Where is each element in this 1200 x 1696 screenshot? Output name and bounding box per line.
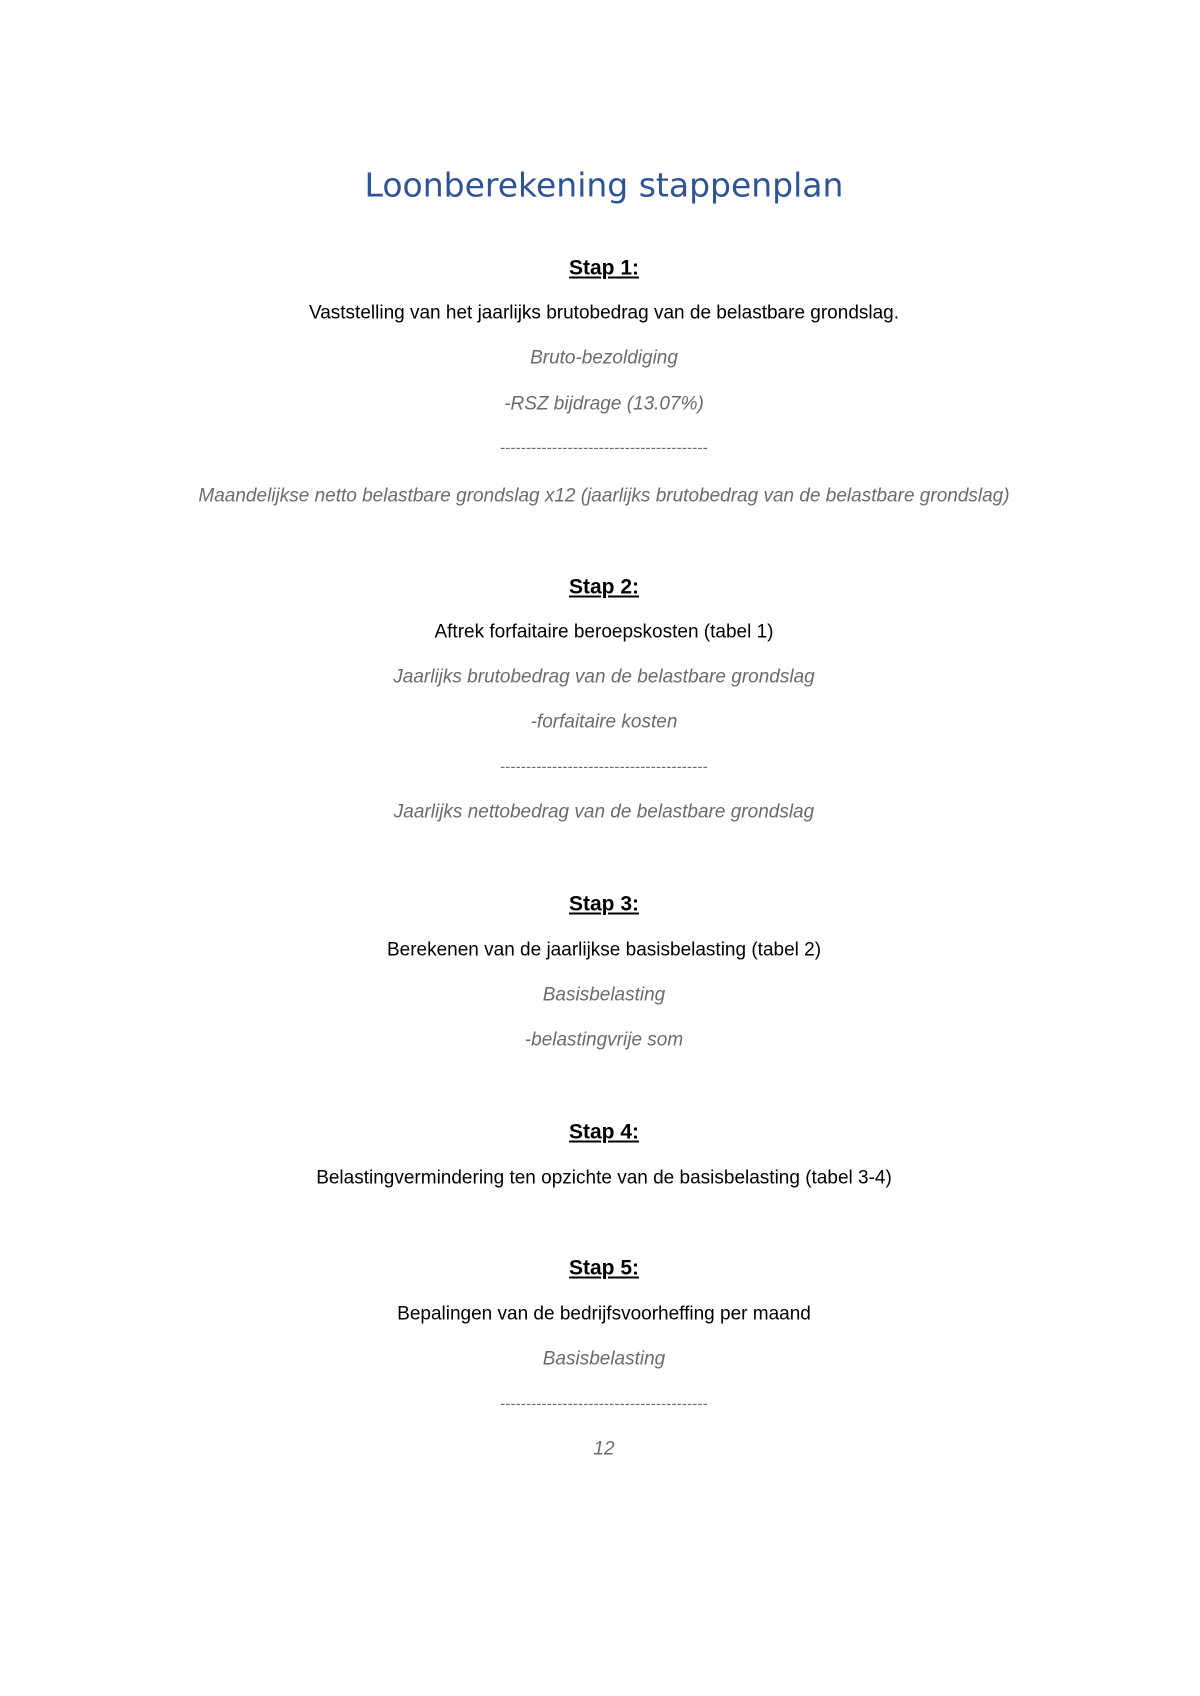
step-description: Vaststelling van het jaarlijks brutobedrag van de belastbare grondslag. <box>308 302 900 324</box>
page-title: Loonberekening stappenplan <box>364 165 844 205</box>
separator-line: ---------------------------------------- <box>500 758 708 776</box>
step-heading: Stap 1: <box>568 256 639 280</box>
step-description: Aftrek forfaitaire beroepskosten (tabel 1) <box>434 621 774 643</box>
separator-line: ---------------------------------------- <box>500 1395 708 1413</box>
calculation-line: -RSZ bijdrage (13.07%) <box>504 393 704 415</box>
separator-line: ---------------------------------------- <box>500 439 708 457</box>
step-heading: Stap 2: <box>568 575 639 599</box>
calculation-line: -forfaitaire kosten <box>530 711 678 733</box>
step-heading: Stap 3: <box>568 892 639 916</box>
result-value: 12 <box>593 1438 615 1460</box>
calculation-line: Jaarlijks brutobedrag van de belastbare grondslag <box>393 666 815 688</box>
step-description: Belastingvermindering ten opzichte van de basisbelasting (tabel 3-4) <box>316 1167 892 1189</box>
step-description: Bepalingen van de bedrijfsvoorheffing per maand <box>397 1303 811 1325</box>
calculation-line: Maandelijkse netto belastbare grondslag x12 (jaarlijks brutobedrag van de belastbare grondslag) <box>198 485 1010 507</box>
calculation-line: Basisbelasting <box>542 1348 666 1370</box>
calculation-line: -belastingvrije som <box>524 1029 684 1051</box>
step-description: Berekenen van de jaarlijkse basisbelasting (tabel 2) <box>386 939 822 961</box>
calculation-line: Basisbelasting <box>542 984 666 1006</box>
calculation-line: Bruto-bezoldiging <box>530 347 678 369</box>
calculation-line: Jaarlijks nettobedrag van de belastbare grondslag <box>393 801 815 823</box>
step-heading: Stap 5: <box>568 1256 639 1280</box>
step-heading: Stap 4: <box>568 1120 639 1144</box>
